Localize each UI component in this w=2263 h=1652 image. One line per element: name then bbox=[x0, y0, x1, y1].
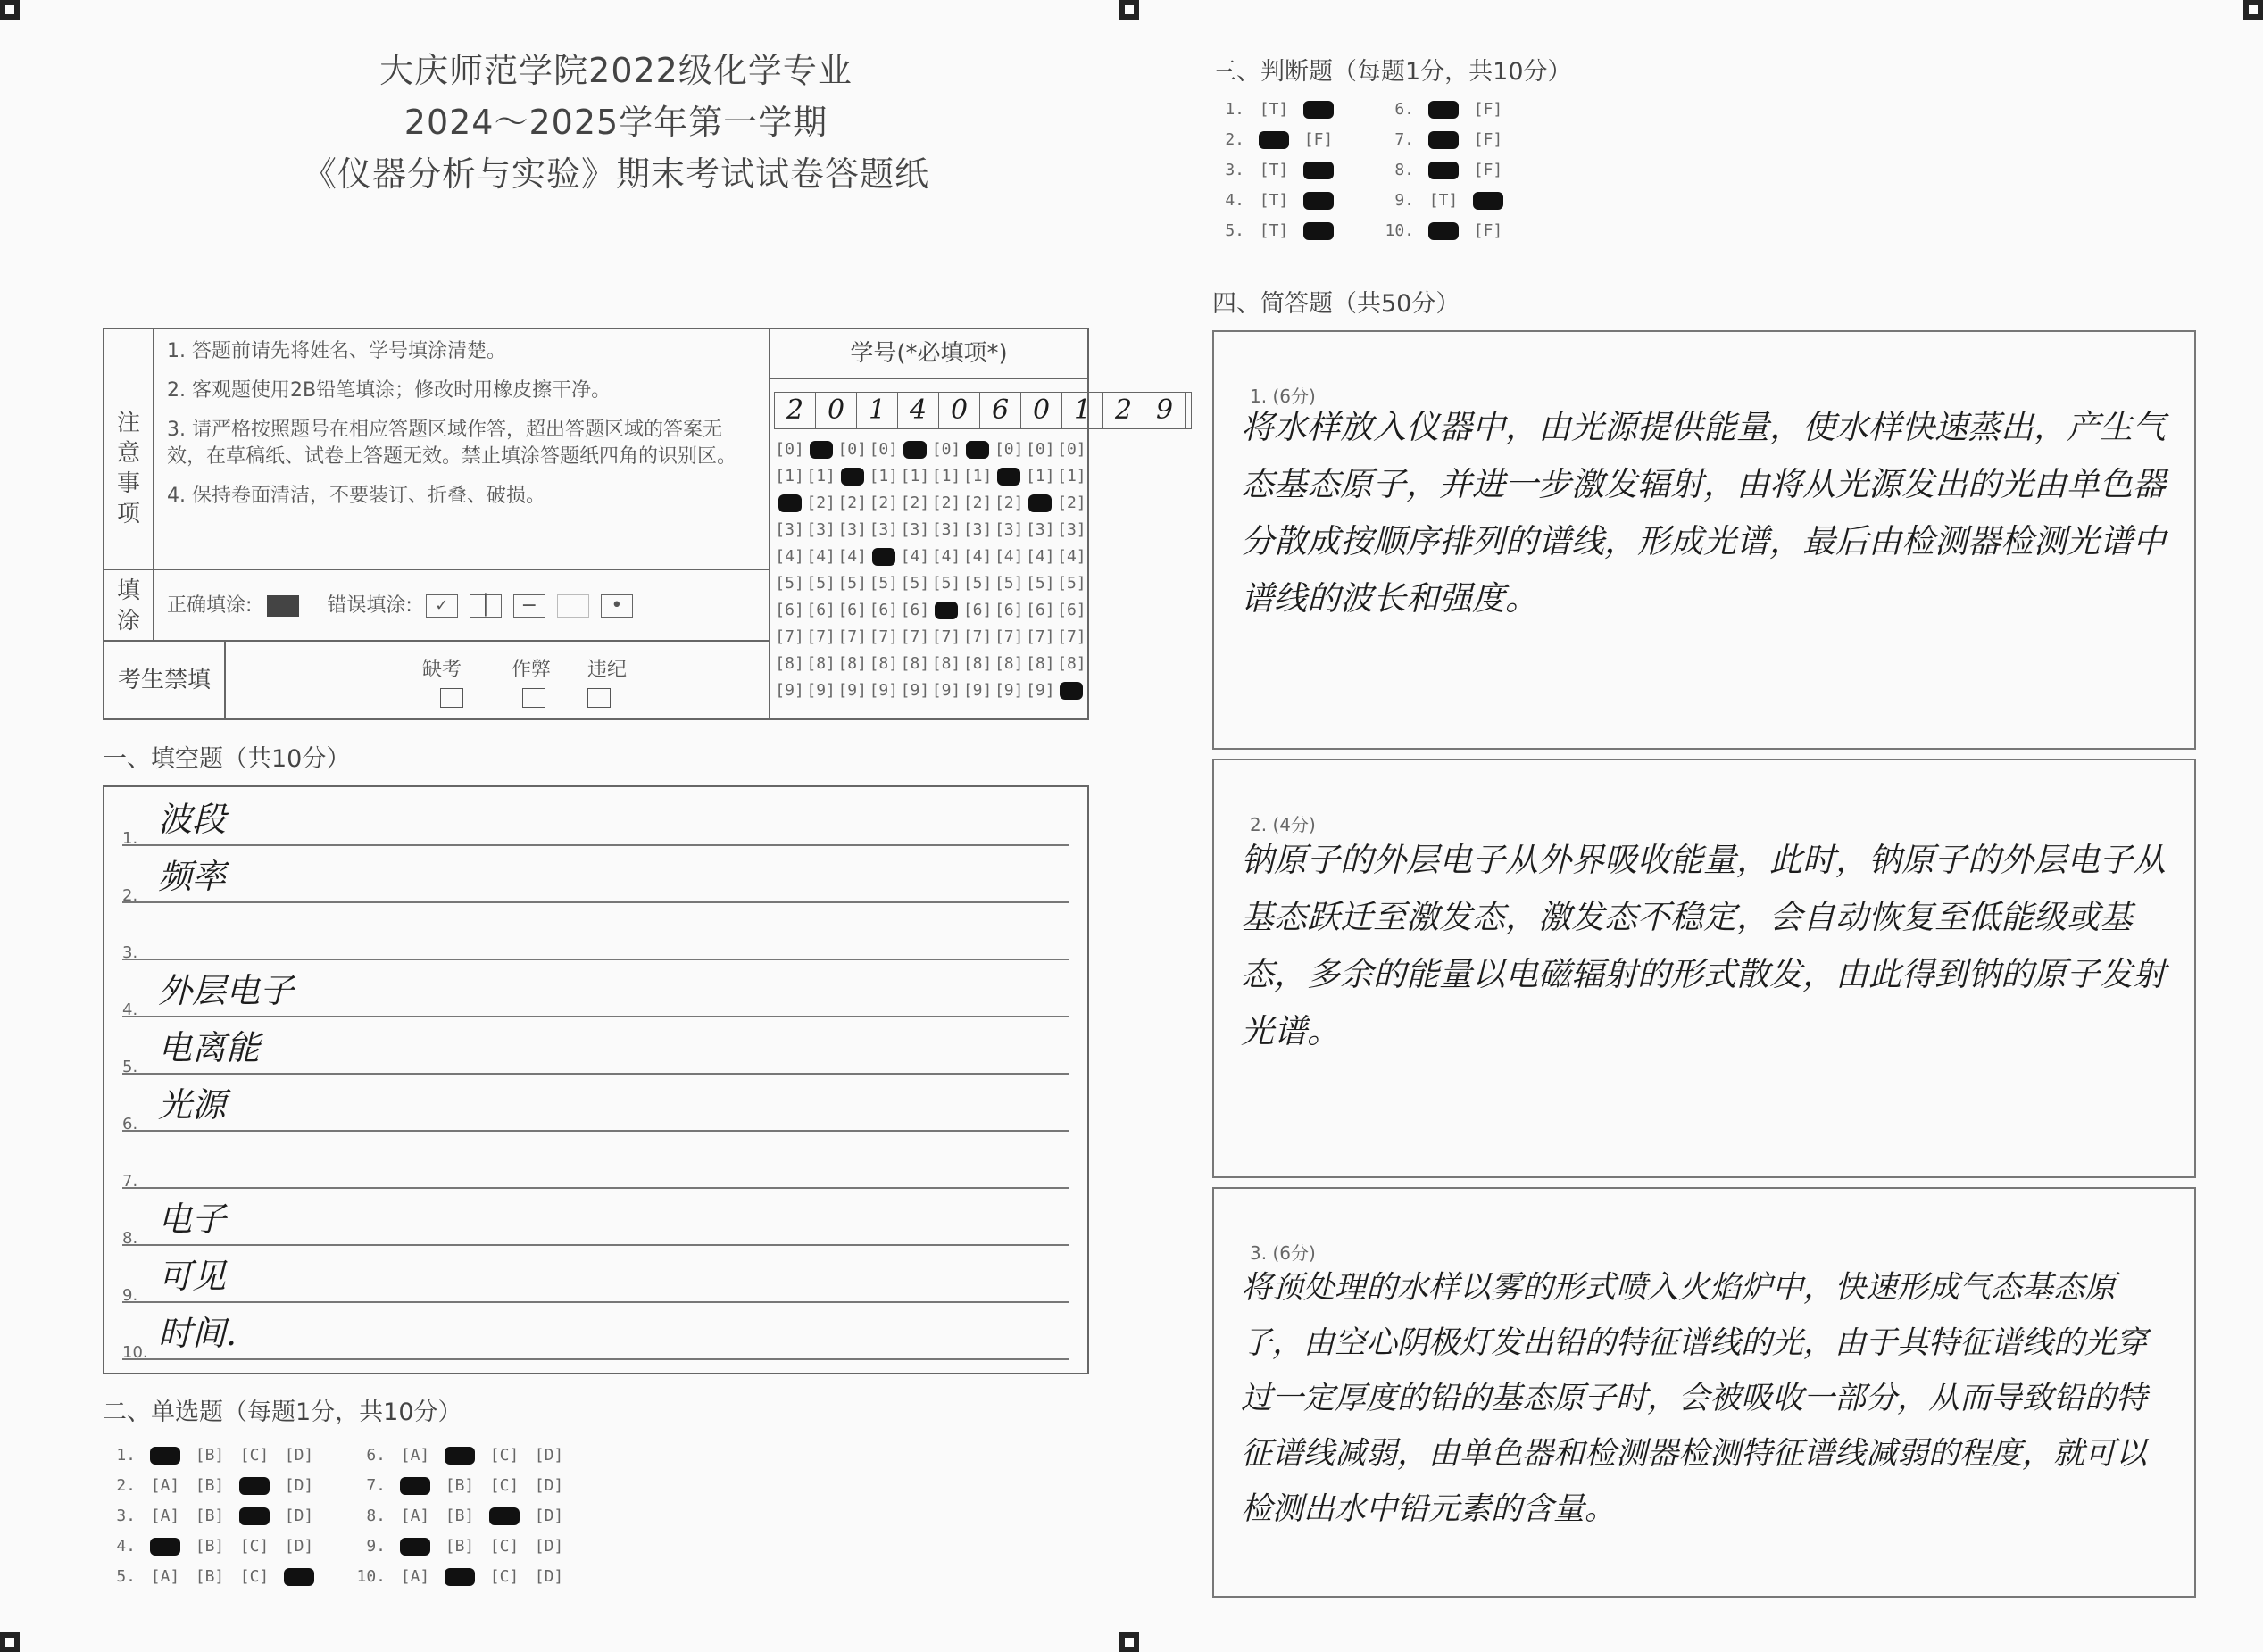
single-choice-option[interactable]: [D] bbox=[284, 1476, 314, 1495]
single-choice-option[interactable]: [C] bbox=[489, 1446, 520, 1465]
student-id-bubble[interactable]: [6] bbox=[775, 601, 804, 619]
true-false-option-filled[interactable] bbox=[1421, 161, 1466, 179]
fill-blank-number: 10. bbox=[122, 1343, 148, 1362]
true-false-option-filled[interactable] bbox=[1296, 221, 1341, 240]
short-answer-1-label: 1. (6分) bbox=[1250, 386, 1316, 407]
true-false-question bbox=[1384, 100, 1510, 119]
student-id-bubble[interactable]: [1] bbox=[900, 467, 930, 486]
single-choice-question-number: 1. bbox=[116, 1446, 136, 1465]
student-id-bubble[interactable]: [3] bbox=[869, 520, 899, 539]
student-id-bubble[interactable]: [8] bbox=[962, 654, 993, 673]
dash-icon: − bbox=[513, 594, 545, 618]
fill-blank-answer-area bbox=[103, 785, 1089, 1374]
true-false-question-number: 5. bbox=[1225, 221, 1244, 240]
single-choice-option[interactable]: [C] bbox=[239, 1446, 270, 1465]
single-choice-option[interactable]: [C] bbox=[239, 1567, 270, 1586]
true-false-option[interactable]: [F] bbox=[1303, 130, 1334, 149]
student-id-digit[interactable]: 4 bbox=[898, 393, 939, 428]
true-false-option-filled[interactable] bbox=[1421, 221, 1466, 240]
student-id-bubble[interactable]: [4] bbox=[775, 547, 804, 566]
student-id-bubble-filled[interactable] bbox=[994, 463, 1025, 490]
single-choice-question bbox=[105, 1567, 321, 1586]
student-id-bubble[interactable]: [8] bbox=[1057, 654, 1086, 673]
student-id-bubble[interactable]: [8] bbox=[900, 654, 930, 673]
short-answer-2-label: 2. (4分) bbox=[1250, 814, 1316, 835]
single-choice-question bbox=[355, 1446, 571, 1465]
single-choice-option[interactable]: [A] bbox=[150, 1476, 180, 1495]
section4-title: 四、简答题（共50分） bbox=[1212, 290, 1460, 318]
student-id-bubble[interactable]: [9] bbox=[931, 681, 961, 700]
single-choice-option[interactable]: [D] bbox=[284, 1446, 314, 1465]
student-id-digit[interactable]: 0 bbox=[939, 393, 980, 428]
student-id-bubble[interactable]: [9] bbox=[806, 681, 836, 700]
true-false-question-number: 10. bbox=[1385, 221, 1414, 240]
student-id-bubble-filled[interactable] bbox=[774, 490, 805, 517]
student-id-bubble[interactable]: [8] bbox=[775, 654, 804, 673]
true-false-question-number: 1. bbox=[1225, 100, 1244, 119]
true-false-option[interactable]: [F] bbox=[1473, 161, 1503, 179]
student-id-bubble[interactable]: [4] bbox=[1026, 547, 1055, 566]
single-choice-option-filled[interactable] bbox=[437, 1567, 482, 1586]
true-false-option[interactable]: [T] bbox=[1428, 191, 1459, 210]
student-id-bubble[interactable]: [2] bbox=[931, 494, 961, 512]
single-choice-option[interactable]: [D] bbox=[534, 1537, 564, 1556]
registration-mark-bottom-left bbox=[0, 1632, 20, 1652]
forbid-absent-label: 缺考 bbox=[422, 659, 462, 681]
fill-blank-number: 1. bbox=[122, 829, 138, 848]
student-id-bubble[interactable]: [7] bbox=[931, 627, 961, 646]
single-choice-option[interactable]: [A] bbox=[150, 1567, 180, 1586]
student-id-bubble[interactable]: [5] bbox=[869, 574, 899, 593]
single-choice-option[interactable]: [C] bbox=[239, 1537, 270, 1556]
student-id-bubble[interactable]: [6] bbox=[837, 601, 867, 619]
header-term: 2024～2025学年第一学期 bbox=[404, 103, 828, 142]
fill-blank-line[interactable] bbox=[122, 901, 1069, 960]
true-false-question-number: 7. bbox=[1394, 130, 1414, 149]
single-choice-option-filled[interactable] bbox=[232, 1476, 277, 1495]
fill-blank-line[interactable] bbox=[122, 844, 1069, 903]
single-choice-option[interactable]: [A] bbox=[400, 1567, 430, 1586]
student-id-bubble-row bbox=[774, 544, 1087, 570]
true-false-option-filled[interactable] bbox=[1421, 130, 1466, 149]
student-id-bubble[interactable]: [2] bbox=[962, 494, 993, 512]
student-id-digit[interactable]: 9 bbox=[1144, 393, 1186, 428]
forbid-label: 考生禁填 bbox=[104, 642, 226, 718]
single-choice-option[interactable]: [C] bbox=[489, 1567, 520, 1586]
true-false-option-filled[interactable] bbox=[1296, 100, 1341, 119]
single-choice-question-number: 6. bbox=[366, 1446, 386, 1465]
single-choice-option[interactable]: [D] bbox=[534, 1507, 564, 1525]
student-id-bubble[interactable]: [5] bbox=[806, 574, 836, 593]
student-id-bubble[interactable]: [7] bbox=[994, 627, 1024, 646]
fill-blank-answer: 可见 bbox=[158, 1257, 227, 1296]
single-choice-question bbox=[105, 1446, 321, 1465]
student-id-bubble[interactable]: [4] bbox=[806, 547, 836, 566]
true-false-option-filled[interactable] bbox=[1296, 191, 1341, 210]
single-choice-option[interactable]: [A] bbox=[150, 1507, 180, 1525]
student-id-bubble[interactable]: [6] bbox=[962, 601, 993, 619]
true-false-question-number: 3. bbox=[1225, 161, 1244, 179]
student-id-bubble-filled[interactable] bbox=[899, 436, 930, 463]
student-id-bubble[interactable]: [2] bbox=[869, 494, 899, 512]
student-id-handwritten-row bbox=[774, 392, 1192, 429]
short-answer-2-text: 钠原子的外层电子从外界吸收能量，此时，钠原子的外层电子从基态跃迁至激发态，激发态不稳定，会自动恢复至低能级或基态，多余的能量以电磁辐射的形式散发，由此得到钠的原子发射光谱。 bbox=[1241, 841, 2166, 1050]
student-id-bubble[interactable]: [9] bbox=[900, 681, 930, 700]
student-id-bubble-filled[interactable] bbox=[1056, 677, 1087, 704]
student-id-bubble[interactable]: [6] bbox=[1057, 601, 1086, 619]
fill-blank-number: 3. bbox=[122, 943, 138, 962]
student-id-bubble[interactable]: [3] bbox=[931, 520, 961, 539]
student-id-bubble-filled[interactable] bbox=[930, 597, 961, 624]
student-id-bubble[interactable]: [0] bbox=[994, 440, 1024, 459]
student-id-bubble[interactable]: [0] bbox=[1026, 440, 1055, 459]
forbid-violation-checkbox[interactable] bbox=[587, 688, 611, 708]
single-choice-option[interactable]: [A] bbox=[400, 1507, 430, 1525]
single-choice-option[interactable]: [D] bbox=[534, 1567, 564, 1586]
section3-title: 三、判断题（每题1分，共10分） bbox=[1212, 58, 1572, 86]
student-id-bubble[interactable]: [8] bbox=[837, 654, 867, 673]
fill-blank-answer: 波段 bbox=[158, 800, 227, 839]
student-id-bubble[interactable]: [7] bbox=[1057, 627, 1086, 646]
student-id-bubble[interactable]: [1] bbox=[1057, 467, 1086, 486]
instructions-panel bbox=[103, 328, 1174, 720]
true-false-option[interactable]: [F] bbox=[1473, 100, 1503, 119]
forbid-violation-label: 违纪 bbox=[587, 659, 628, 681]
student-id-bubble[interactable]: [1] bbox=[931, 467, 961, 486]
student-id-bubble[interactable]: [5] bbox=[837, 574, 867, 593]
true-false-question-number: 9. bbox=[1394, 191, 1414, 210]
student-id-bubble-row bbox=[774, 624, 1087, 651]
student-id-bubble[interactable]: [4] bbox=[837, 547, 867, 566]
single-choice-option[interactable]: [D] bbox=[284, 1507, 314, 1525]
true-false-question bbox=[1384, 161, 1510, 179]
student-id-bubble[interactable]: [7] bbox=[869, 627, 899, 646]
true-false-question-number: 6. bbox=[1394, 100, 1414, 119]
single-choice-option[interactable]: [B] bbox=[195, 1567, 225, 1586]
single-choice-question-number: 7. bbox=[366, 1476, 386, 1495]
fill-blank-number: 6. bbox=[122, 1115, 138, 1133]
single-choice-option-filled[interactable] bbox=[393, 1537, 437, 1556]
fill-blank-answer: 频率 bbox=[158, 857, 227, 896]
true-false-option-filled[interactable] bbox=[1421, 100, 1466, 119]
fill-blank-line[interactable] bbox=[122, 1130, 1069, 1189]
student-id-digit[interactable]: 2 bbox=[1103, 393, 1144, 428]
student-id-bubble[interactable]: [2] bbox=[806, 494, 836, 512]
single-choice-question-number: 4. bbox=[116, 1537, 136, 1556]
true-false-question bbox=[1384, 191, 1510, 210]
student-id-bubble[interactable]: [6] bbox=[900, 601, 930, 619]
student-id-digit[interactable]: 6 bbox=[980, 393, 1021, 428]
single-choice-question-number: 9. bbox=[366, 1537, 386, 1556]
student-id-bubble[interactable]: [3] bbox=[1026, 520, 1055, 539]
student-id-bubble[interactable]: [3] bbox=[775, 520, 804, 539]
student-id-bubble-row bbox=[774, 436, 1087, 463]
registration-mark-bottom-center bbox=[1119, 1632, 1139, 1652]
fill-blank-answer: 时间. bbox=[158, 1314, 237, 1353]
fill-blank-line[interactable] bbox=[122, 1016, 1069, 1075]
single-choice-question bbox=[355, 1476, 571, 1495]
student-id-bubble[interactable]: [4] bbox=[1057, 547, 1086, 566]
student-id-bubble-row bbox=[774, 677, 1087, 704]
single-choice-question bbox=[355, 1567, 571, 1586]
forbid-cheat-checkbox[interactable] bbox=[522, 688, 545, 708]
student-id-bubble[interactable]: [7] bbox=[837, 627, 867, 646]
student-id-bubble[interactable]: [2] bbox=[837, 494, 867, 512]
single-choice-option-filled[interactable] bbox=[232, 1507, 277, 1525]
student-id-bubble[interactable]: [8] bbox=[869, 654, 899, 673]
student-id-bubble[interactable]: [5] bbox=[1026, 574, 1055, 593]
student-id-bubble[interactable]: [1] bbox=[775, 467, 804, 486]
student-id-bubble-filled[interactable] bbox=[836, 463, 868, 490]
student-id-bubble[interactable]: [7] bbox=[900, 627, 930, 646]
short-answer-1-text: 将水样放入仪器中，由光源提供能量，使水样快速蒸出，产生气态基态原子，并进一步激发辐射，由将从光源发出的光由单色器分散成按顺序排列的谱线，形成光谱，最后由检测器检测光谱中谱线的波长和强度。 bbox=[1241, 408, 2166, 618]
student-id-bubble[interactable]: [0] bbox=[775, 440, 804, 459]
student-id-bubble[interactable]: [9] bbox=[869, 681, 899, 700]
student-id-bubble[interactable]: [6] bbox=[806, 601, 836, 619]
fill-blank-number: 5. bbox=[122, 1058, 138, 1076]
student-id-bubble[interactable]: [5] bbox=[994, 574, 1024, 593]
single-choice-option-filled[interactable] bbox=[143, 1537, 187, 1556]
forbid-absent-checkbox[interactable] bbox=[440, 688, 463, 708]
single-choice-option[interactable]: [A] bbox=[400, 1446, 430, 1465]
fill-blank-answer: 外层电子 bbox=[158, 971, 295, 1010]
student-id-bubble[interactable]: [0] bbox=[837, 440, 867, 459]
true-false-option[interactable]: [T] bbox=[1259, 221, 1289, 240]
single-choice-option[interactable]: [B] bbox=[195, 1476, 225, 1495]
single-choice-option[interactable]: [B] bbox=[195, 1507, 225, 1525]
true-false-option[interactable]: [T] bbox=[1259, 191, 1289, 210]
correct-fill-label: 正确填涂: bbox=[167, 594, 253, 617]
student-id-bubble[interactable]: [8] bbox=[994, 654, 1024, 673]
student-id-digit[interactable]: 2 bbox=[775, 393, 816, 428]
student-id-bubble[interactable]: [3] bbox=[837, 520, 867, 539]
note-item-4: 4. 保持卷面清洁，不要装订、折叠、破损。 bbox=[167, 485, 545, 507]
note-item-3: 3. 请严格按照题号在相应答题区域作答，超出答题区域的答案无效，在草稿纸、试卷上答题无效。禁止填涂答题纸四角的识别区。 bbox=[167, 419, 737, 468]
section2-title: 二、单选题（每题1分，共10分） bbox=[103, 1399, 462, 1426]
fill-blank-number: 8. bbox=[122, 1229, 138, 1248]
single-choice-question-number: 2. bbox=[116, 1476, 136, 1495]
single-choice-question-number: 5. bbox=[116, 1567, 136, 1586]
true-false-option[interactable]: [F] bbox=[1473, 130, 1503, 149]
student-id-bubble[interactable]: [7] bbox=[775, 627, 804, 646]
student-id-bubble[interactable]: [8] bbox=[1026, 654, 1055, 673]
forbid-cheat-label: 作弊 bbox=[512, 659, 552, 681]
student-id-bubble[interactable]: [5] bbox=[900, 574, 930, 593]
fill-blank-answer: 电子 bbox=[158, 1200, 227, 1239]
student-id-bubble[interactable]: [7] bbox=[1026, 627, 1055, 646]
student-id-bubble[interactable]: [6] bbox=[1026, 601, 1055, 619]
single-choice-option[interactable]: [B] bbox=[445, 1476, 475, 1495]
true-false-option-filled[interactable] bbox=[1466, 191, 1510, 210]
true-false-question-number: 4. bbox=[1225, 191, 1244, 210]
fill-blank-line[interactable] bbox=[122, 787, 1069, 846]
fill-blank-number: 9. bbox=[122, 1286, 138, 1305]
student-id-bubble-row bbox=[774, 490, 1087, 517]
registration-mark-top-center bbox=[1119, 0, 1139, 20]
section1-title: 一、填空题（共10分） bbox=[103, 745, 351, 773]
fill-blank-line[interactable] bbox=[122, 959, 1069, 1017]
student-id-bubble[interactable]: [1] bbox=[806, 467, 836, 486]
fill-blank-number: 2. bbox=[122, 886, 138, 905]
student-id-bubble[interactable]: [8] bbox=[806, 654, 836, 673]
single-choice-option[interactable]: [D] bbox=[534, 1476, 564, 1495]
true-false-question-number: 2. bbox=[1225, 130, 1244, 149]
header-exam-title: 《仪器分析与实验》期末考试试卷答题纸 bbox=[302, 154, 929, 194]
single-choice-option[interactable]: [B] bbox=[445, 1507, 475, 1525]
student-id-bubble[interactable]: [1] bbox=[1026, 467, 1055, 486]
student-id-bubble-filled[interactable] bbox=[868, 544, 899, 570]
single-choice-question-number: 10. bbox=[356, 1567, 386, 1586]
student-id-bubble[interactable]: [3] bbox=[994, 520, 1024, 539]
student-id-bubble[interactable]: [8] bbox=[931, 654, 961, 673]
single-choice-question-number: 8. bbox=[366, 1507, 386, 1525]
student-id-bubble[interactable]: [1] bbox=[962, 467, 993, 486]
student-id-bubble[interactable]: [1] bbox=[869, 467, 899, 486]
dot-icon: • bbox=[601, 594, 633, 618]
student-id-panel bbox=[770, 329, 1174, 718]
student-id-bubble[interactable]: [7] bbox=[962, 627, 993, 646]
fill-blank-answer: 电离能 bbox=[158, 1028, 261, 1067]
single-choice-question bbox=[105, 1507, 321, 1525]
short-answer-box-2[interactable] bbox=[1212, 759, 2196, 1178]
student-id-bubble[interactable]: [0] bbox=[1057, 440, 1086, 459]
registration-mark-top-left bbox=[0, 0, 20, 20]
single-choice-option-filled[interactable] bbox=[277, 1567, 321, 1586]
student-id-bubble[interactable]: [9] bbox=[837, 681, 867, 700]
student-id-bubble[interactable]: [7] bbox=[806, 627, 836, 646]
student-id-bubble[interactable]: [5] bbox=[775, 574, 804, 593]
student-id-digit[interactable]: 0 bbox=[1021, 393, 1062, 428]
fill-blank-number: 7. bbox=[122, 1172, 138, 1191]
student-id-bubble[interactable]: [9] bbox=[775, 681, 804, 700]
single-choice-option-filled[interactable] bbox=[482, 1507, 527, 1525]
single-choice-question-number: 3. bbox=[116, 1507, 136, 1525]
single-choice-question bbox=[105, 1537, 321, 1556]
fill-blank-line[interactable] bbox=[122, 1244, 1069, 1303]
student-id-bubble[interactable]: [2] bbox=[900, 494, 930, 512]
single-choice-option-filled[interactable] bbox=[437, 1446, 482, 1465]
true-false-option[interactable]: [F] bbox=[1473, 221, 1503, 240]
single-choice-question bbox=[355, 1537, 571, 1556]
student-id-bubble-grid bbox=[774, 436, 1087, 704]
correct-fill-sample bbox=[267, 595, 299, 617]
short-answer-3-text: 将预处理的水样以雾的形式喷入火焰炉中，快速形成气态基态原子，由空心阴极灯发出铅的特征谱线的光，由于其特征谱线的光穿过一定厚度的铅的基态原子时，会被吸收一部分，从而导致铅的特征谱线减弱，由单色器和检测器检测特征谱线减弱的程度，就可以检测出水中铅元素的含量。 bbox=[1241, 1270, 2148, 1527]
vertical-bar-icon: │ bbox=[470, 594, 502, 618]
student-id-bubble[interactable]: [0] bbox=[931, 440, 961, 459]
student-id-bubble[interactable]: [5] bbox=[931, 574, 961, 593]
student-id-bubble[interactable]: [6] bbox=[994, 601, 1024, 619]
student-id-digit[interactable]: 1 bbox=[857, 393, 898, 428]
student-id-title: 学号(*必填项*) bbox=[770, 329, 1087, 379]
single-choice-question bbox=[105, 1476, 321, 1495]
fill-blank-line[interactable] bbox=[122, 1187, 1069, 1246]
student-id-bubble[interactable]: [5] bbox=[1057, 574, 1086, 593]
student-id-bubble-filled[interactable] bbox=[962, 436, 994, 463]
true-false-question-number: 8. bbox=[1394, 161, 1414, 179]
header-school-major: 大庆师范学院2022级化学专业 bbox=[379, 51, 853, 90]
single-choice-option[interactable]: [C] bbox=[489, 1476, 520, 1495]
student-id-bubble[interactable]: [4] bbox=[962, 547, 993, 566]
student-id-bubble[interactable]: [9] bbox=[994, 681, 1024, 700]
single-choice-option-filled[interactable] bbox=[393, 1476, 437, 1495]
student-id-bubble-row bbox=[774, 463, 1087, 490]
true-false-option[interactable]: [T] bbox=[1259, 161, 1289, 179]
true-false-question bbox=[1214, 191, 1341, 210]
student-id-bubble-row bbox=[774, 570, 1087, 597]
student-id-bubble[interactable]: [9] bbox=[1026, 681, 1055, 700]
note-item-1: 1. 答题前请先将姓名、学号填涂清楚。 bbox=[167, 340, 506, 362]
student-id-bubble[interactable]: [4] bbox=[900, 547, 930, 566]
single-choice-question bbox=[355, 1507, 571, 1525]
student-id-bubble-filled[interactable] bbox=[1025, 490, 1056, 517]
short-answer-box-1[interactable] bbox=[1212, 330, 2196, 750]
student-id-bubble[interactable]: [6] bbox=[869, 601, 899, 619]
true-false-question bbox=[1214, 100, 1341, 119]
single-choice-option-filled[interactable] bbox=[143, 1446, 187, 1465]
wrong-fill-label: 错误填涂: bbox=[327, 594, 412, 617]
student-id-digit[interactable]: 0 bbox=[816, 393, 857, 428]
student-id-bubble[interactable]: [9] bbox=[962, 681, 993, 700]
single-choice-option[interactable]: [B] bbox=[195, 1537, 225, 1556]
student-id-bubble-row bbox=[774, 651, 1087, 677]
true-false-question bbox=[1214, 130, 1341, 149]
fill-blank-answer: 光源 bbox=[158, 1085, 227, 1125]
student-id-bubble[interactable]: [3] bbox=[806, 520, 836, 539]
empty-box-icon bbox=[557, 594, 589, 618]
student-id-bubble[interactable]: [3] bbox=[962, 520, 993, 539]
true-false-option-filled[interactable] bbox=[1252, 130, 1296, 149]
student-id-bubble[interactable]: [5] bbox=[962, 574, 993, 593]
student-id-bubble-row bbox=[774, 597, 1087, 624]
fill-label: 填涂 bbox=[116, 577, 140, 635]
student-id-digit[interactable]: 1 bbox=[1062, 393, 1103, 428]
student-id-bubble-filled[interactable] bbox=[805, 436, 836, 463]
short-answer-box-3[interactable] bbox=[1212, 1187, 2196, 1598]
fill-blank-line[interactable] bbox=[122, 1301, 1069, 1360]
single-choice-option[interactable]: [C] bbox=[489, 1537, 520, 1556]
true-false-question bbox=[1214, 161, 1341, 179]
single-choice-option[interactable]: [B] bbox=[195, 1446, 225, 1465]
single-choice-option[interactable]: [B] bbox=[445, 1537, 475, 1556]
student-id-bubble[interactable]: [4] bbox=[931, 547, 961, 566]
student-id-bubble[interactable]: [3] bbox=[1057, 520, 1086, 539]
student-id-bubble-row bbox=[774, 517, 1087, 544]
student-id-bubble[interactable]: [0] bbox=[869, 440, 899, 459]
short-answer-3-label: 3. (6分) bbox=[1250, 1242, 1316, 1264]
fill-blank-line[interactable] bbox=[122, 1073, 1069, 1132]
student-id-bubble[interactable]: [4] bbox=[994, 547, 1024, 566]
notes-label: 注意事项 bbox=[116, 410, 140, 527]
fill-blank-number: 4. bbox=[122, 1000, 138, 1019]
single-choice-option[interactable]: [D] bbox=[284, 1537, 314, 1556]
true-false-question bbox=[1214, 221, 1341, 240]
true-false-question bbox=[1384, 130, 1510, 149]
true-false-option[interactable]: [T] bbox=[1259, 100, 1289, 119]
check-mark-icon: ✓ bbox=[426, 594, 458, 618]
student-id-bubble[interactable]: [3] bbox=[900, 520, 930, 539]
note-item-2: 2. 客观题使用2B铅笔填涂；修改时用橡皮擦干净。 bbox=[167, 379, 612, 402]
single-choice-option[interactable]: [D] bbox=[534, 1446, 564, 1465]
student-id-bubble[interactable]: [2] bbox=[1057, 494, 1086, 512]
student-id-bubble[interactable]: [2] bbox=[994, 494, 1024, 512]
registration-mark-top-right bbox=[2243, 0, 2263, 20]
true-false-question bbox=[1384, 221, 1510, 240]
true-false-option-filled[interactable] bbox=[1296, 161, 1341, 179]
